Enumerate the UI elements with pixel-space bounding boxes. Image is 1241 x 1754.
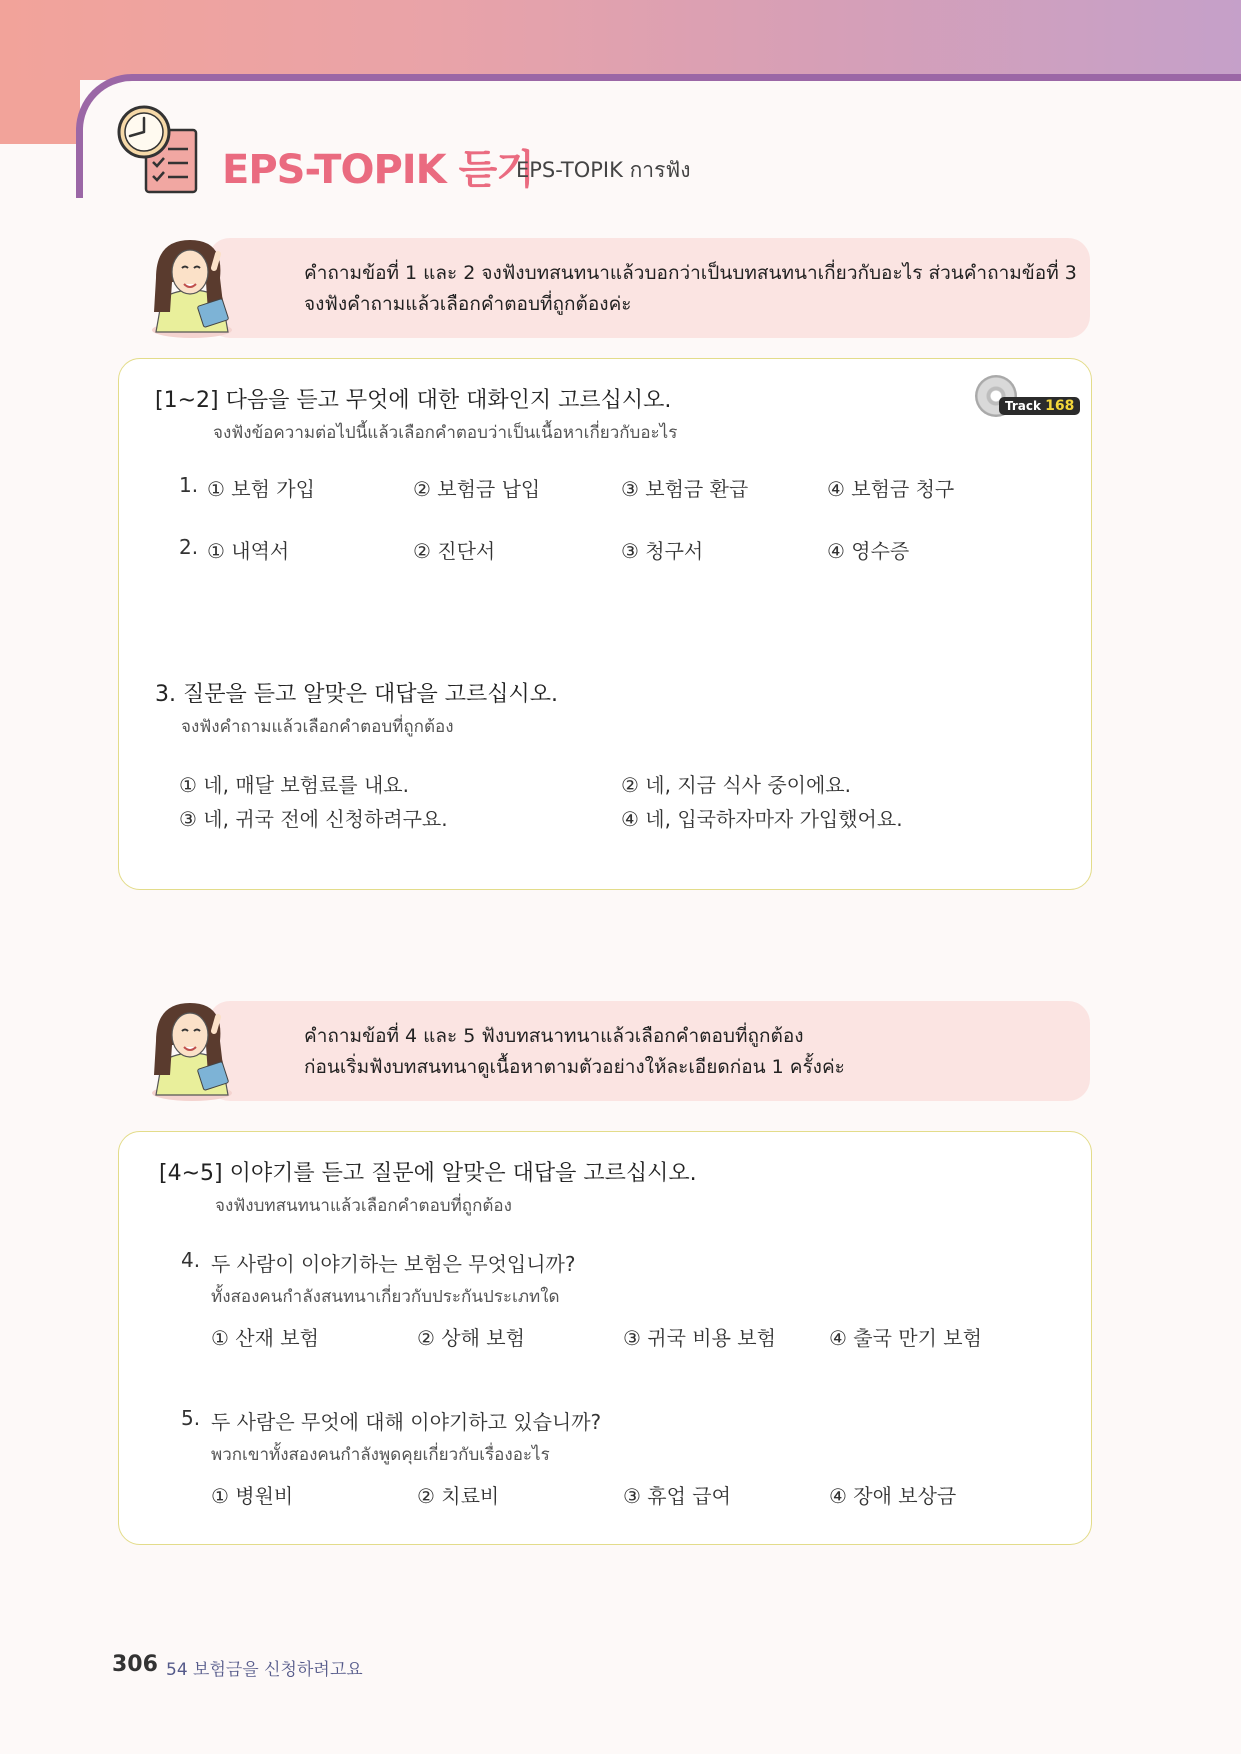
question-translation: พวกเขาทั้งสองคนกำลังพูดคุยเกี่ยวกับเรื่องอะไร bbox=[211, 1445, 550, 1465]
track-number: 168 bbox=[1045, 398, 1075, 414]
teacher-avatar-icon bbox=[148, 1001, 244, 1101]
clock-checklist-icon bbox=[116, 104, 202, 196]
top-left-accent bbox=[0, 80, 80, 144]
page-title: EPS-TOPIK 듣기 bbox=[222, 147, 534, 193]
question-number: 2. bbox=[179, 535, 199, 559]
question-3-translation: จงฟังคำถามแล้วเลือกคำตอบที่ถูกต้อง bbox=[181, 717, 454, 737]
question-box-4-5 bbox=[118, 1131, 1092, 1545]
question-box-1-3 bbox=[118, 358, 1092, 890]
instruction-line: จงฟังคำถามแล้วเลือกคำตอบที่ถูกต้องค่ะ bbox=[304, 293, 632, 315]
section-title: [4~5] 이야기를 듣고 질문에 알맞은 대답을 고르십시오. bbox=[159, 1161, 697, 1186]
instruction-line: ก่อนเริ่มฟังบทสนทนาดูเนื้อหาตามตัวอย่างให้ละเอียดก่อน 1 ครั้งค่ะ bbox=[304, 1056, 845, 1078]
answer-option[interactable]: ③ 네, 귀국 전에 신청하려구요. bbox=[179, 807, 448, 831]
instruction-speech-1 bbox=[148, 238, 1092, 338]
answer-option[interactable]: ① 산재 보험 bbox=[211, 1326, 319, 1350]
section-translation: จงฟังบทสนทนาแล้วเลือกคำตอบที่ถูกต้อง bbox=[215, 1196, 512, 1216]
answer-option[interactable]: ② 진단서 bbox=[413, 539, 496, 563]
answer-option[interactable]: ② 네, 지금 식사 중이에요. bbox=[621, 773, 851, 797]
instruction-line: คำถามข้อที่ 1 และ 2 จงฟังบทสนทนาแล้วบอกว่าเป็นบทสนทนาเกี่ยวกับอะไร ส่วนคำถามข้อที่ 3 bbox=[304, 262, 1077, 284]
speech-bubble bbox=[208, 238, 1090, 338]
answer-option[interactable]: ③ 휴업 급여 bbox=[623, 1484, 731, 1508]
teacher-avatar-icon bbox=[148, 238, 244, 338]
answer-option[interactable]: ② 보험금 납입 bbox=[413, 477, 541, 501]
answer-option[interactable]: ④ 보험금 청구 bbox=[827, 477, 955, 501]
section-translation: จงฟังข้อความต่อไปนี้แล้วเลือกคำตอบว่าเป็นเนื้อหาเกี่ยวกับอะไร bbox=[213, 423, 678, 443]
answer-option[interactable]: ① 네, 매달 보험료를 내요. bbox=[179, 773, 409, 797]
answer-option[interactable]: ④ 영수증 bbox=[827, 539, 910, 563]
instruction-speech-2 bbox=[148, 1001, 1092, 1101]
question-text: 두 사람은 무엇에 대해 이야기하고 있습니까? bbox=[211, 1410, 602, 1434]
answer-option[interactable]: ③ 귀국 비용 보험 bbox=[623, 1326, 776, 1350]
page-subtitle: EPS-TOPIK การฟัง bbox=[516, 158, 691, 182]
speech-bubble bbox=[208, 1001, 1090, 1101]
question-3-title: 3. 질문을 듣고 알맞은 대답을 고르십시오. bbox=[155, 682, 558, 707]
answer-option[interactable]: ③ 보험금 환급 bbox=[621, 477, 749, 501]
answer-option[interactable]: ① 내역서 bbox=[207, 539, 290, 563]
question-number: 4. bbox=[181, 1248, 201, 1272]
answer-option[interactable]: ② 치료비 bbox=[417, 1484, 500, 1508]
chapter-title: 54 보험금을 신청하려고요 bbox=[166, 1660, 363, 1680]
answer-option[interactable]: ④ 네, 입국하자마자 가입했어요. bbox=[621, 807, 903, 831]
section-title: [1~2] 다음을 듣고 무엇에 대한 대화인지 고르십시오. bbox=[155, 388, 672, 413]
answer-option[interactable]: ④ 출국 만기 보험 bbox=[829, 1326, 982, 1350]
answer-option[interactable]: ③ 청구서 bbox=[621, 539, 704, 563]
question-text: 두 사람이 이야기하는 보험은 무엇입니까? bbox=[211, 1252, 576, 1276]
question-number: 1. bbox=[179, 473, 199, 497]
question-translation: ทั้งสองคนกำลังสนทนาเกี่ยวกับประกันประเภทใด bbox=[211, 1287, 560, 1307]
answer-option[interactable]: ① 보험 가입 bbox=[207, 477, 315, 501]
track-badge[interactable] bbox=[975, 375, 1075, 423]
question-number: 5. bbox=[181, 1406, 201, 1430]
top-gradient-band bbox=[0, 0, 1241, 80]
answer-option[interactable]: ④ 장애 보상금 bbox=[829, 1484, 957, 1508]
instruction-line: คำถามข้อที่ 4 และ 5 ฟังบทสนาทนาแล้วเลือกคำตอบที่ถูกต้อง bbox=[304, 1025, 804, 1047]
answer-option[interactable]: ① 병원비 bbox=[211, 1484, 294, 1508]
track-label: Track 168 bbox=[999, 397, 1080, 415]
page-number: 306 bbox=[112, 1652, 158, 1677]
answer-option[interactable]: ② 상해 보험 bbox=[417, 1326, 525, 1350]
